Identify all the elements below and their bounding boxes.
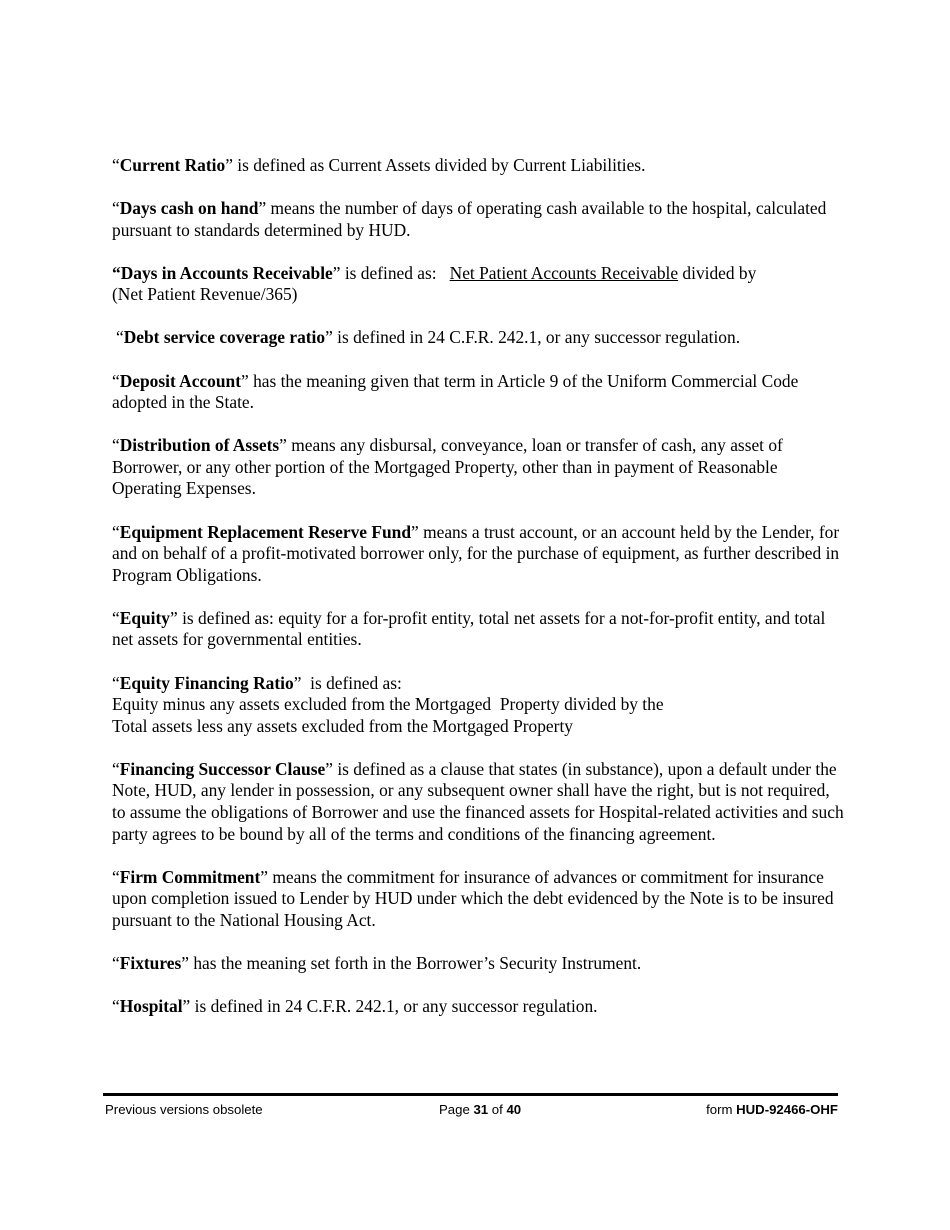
current-page: 31 <box>473 1102 489 1117</box>
definition-text: means any disbursal, conveyance, loan or transfer of cash, any asset of Borrower, or any other portion of the Mortgaged Property, other than in payment of Reasonable Operating Expenses. <box>112 435 783 499</box>
definition-financing-successor-clause: “Financing Successor Clause” is defined as a clause that states (in substance), upon a default under the Note, HUD, any lender in possession, or any subsequent owner shall have the right, but is not required, to assume the obligations of Borrower and use the financed assets for Hospital-related activities and such party agrees to be bound by all of the terms and conditions of the financing agreement. <box>112 758 844 844</box>
page-footer <box>105 1101 838 1119</box>
footer-form-number: form HUD-92466-OHF <box>706 1102 838 1117</box>
definition-deposit-account: “Deposit Account” has the meaning given that term in Article 9 of the Uniform Commercial Code adopted in the State. <box>112 370 799 413</box>
definition-text: is defined in 24 C.F.R. 242.1, or any successor regulation. <box>190 996 598 1017</box>
term-deposit-account: Deposit Account <box>119 370 241 391</box>
definition-text: divided by <box>678 262 757 283</box>
term-fixtures: Fixtures <box>119 952 182 973</box>
definition-text: is defined as: equity for a for-profit entity, total net assets for a not-for-profit entity, and total net assets for governmental entities. <box>112 607 826 650</box>
definition-current-ratio: “Current Ratio” is defined as Current Assets divided by Current Liabilities. <box>112 155 646 175</box>
definition-text: means the number of days of operating cash available to the hospital, calculated pursuant to standards determined by HUD. <box>112 198 827 240</box>
definition-equity: “Equity” is defined as: equity for a for-profit entity, total net assets for a not-for-profit entity, and total net assets for governmental entities. <box>112 607 826 650</box>
term-financing-successor-clause: Financing Successor Clause <box>119 758 326 779</box>
definition-hospital: “Hospital” is defined in 24 C.F.R. 242.1, or any successor regulation. <box>112 996 598 1017</box>
term-equipment-replacement-reserve-fund: Equipment Replacement Reserve Fund <box>119 521 412 542</box>
definition-text: means a trust account, or an account held by the Lender, for and on behalf of a profit-motivated borrower only, for the purchase of equipment, as further described in Program Obligations. <box>112 521 840 585</box>
numerator-underlined: Net Patient Accounts Receivable <box>449 262 679 283</box>
definition-equipment-replacement-reserve-fund: “Equipment Replacement Reserve Fund” means a trust account, or an account held by the Lender, for and on behalf of a profit-motivated borrower only, for the purchase of equipment, as further described in Program Obligations. <box>112 521 840 585</box>
term-days-cash-on-hand: Days cash on hand <box>119 198 259 219</box>
definition-text: has the meaning set forth in the Borrower’s Security Instrument. <box>188 952 642 973</box>
footer-divider <box>103 1093 838 1096</box>
term-distribution-of-assets: Distribution of Assets <box>119 435 280 456</box>
definition-text: is defined in 24 C.F.R. 242.1, or any successor regulation. <box>332 327 741 348</box>
ratio-numerator-text: Equity minus any assets excluded from the Mortgaged Property divided by the <box>112 694 664 715</box>
term-debt-service-coverage-ratio: Debt service coverage ratio <box>123 327 326 348</box>
term-equity: Equity <box>119 607 170 628</box>
definition-days-in-accounts-receivable: “Days in Accounts Receivable” is defined as: Net Patient Accounts Receivable divided by (Net Patient Revenue/365) <box>112 262 757 305</box>
document-body <box>112 155 847 1039</box>
definition-text: is defined as: <box>340 262 450 283</box>
definition-fixtures: “Fixtures” has the meaning set forth in the Borrower’s Security Instrument. <box>112 952 642 973</box>
form-id: HUD-92466-OHF <box>736 1102 838 1117</box>
term-hospital: Hospital <box>119 996 183 1017</box>
definition-firm-commitment: “Firm Commitment” means the commitment for insurance of advances or commitment for insurance upon completion issued to Lender by HUD under which the debt evidenced by the Note is to be insured pursuant to the National Housing Act. <box>112 866 834 930</box>
definition-text: is defined as: <box>301 672 402 693</box>
definition-text: has the meaning given that term in Article 9 of the Uniform Commercial Code adopted in the State. <box>112 370 799 413</box>
term-firm-commitment: Firm Commitment <box>119 866 261 887</box>
term-current-ratio: Current Ratio <box>119 155 226 175</box>
footer-page-number: Page 31 of 40 <box>439 1102 522 1117</box>
denominator-text: (Net Patient Revenue/365) <box>112 284 298 305</box>
term-days-in-accounts-receivable: Days in Accounts Receivable <box>120 262 333 283</box>
definition-days-cash-on-hand: “Days cash on hand” means the number of days of operating cash available to the hospital, calculated pursuant to standards determined by HUD. <box>112 198 827 240</box>
definition-debt-service-coverage-ratio: “Debt service coverage ratio” is defined in 24 C.F.R. 242.1, or any successor regulation. <box>116 327 741 348</box>
total-pages: 40 <box>506 1102 522 1117</box>
footer-obsolete-notice: Previous versions obsolete <box>105 1102 263 1117</box>
term-equity-financing-ratio: Equity Financing Ratio <box>119 672 294 693</box>
definition-distribution-of-assets: “Distribution of Assets” means any disbursal, conveyance, loan or transfer of cash, any asset of Borrower, or any other portion of the Mortgaged Property, other than in payment of Reasonable Operating Expenses. <box>112 435 783 499</box>
definition-text: is defined as Current Assets divided by Current Liabilities. <box>232 155 646 175</box>
definition-text: is defined as a clause that states (in substance), upon a default under the Note, HUD, any lender in possession, or any subsequent owner shall have the right, but is not required, to assume the obligations of Borrower and use the financed assets for Hospital-related activities and such party agrees to be bound by all of the terms and conditions of the financing agreement. <box>112 758 844 844</box>
ratio-denominator-text: Total assets less any assets excluded from the Mortgaged Property <box>112 715 573 736</box>
definition-equity-financing-ratio: “Equity Financing Ratio” is defined as: Equity minus any assets excluded from the Mortgaged Property divided by the Total assets less any assets excluded from the Mortgaged Property <box>112 672 664 736</box>
definition-text: means the commitment for insurance of advances or commitment for insurance upon completion issued to Lender by HUD under which the debt evidenced by the Note is to be insured pursuant to the National Housing Act. <box>112 866 834 930</box>
